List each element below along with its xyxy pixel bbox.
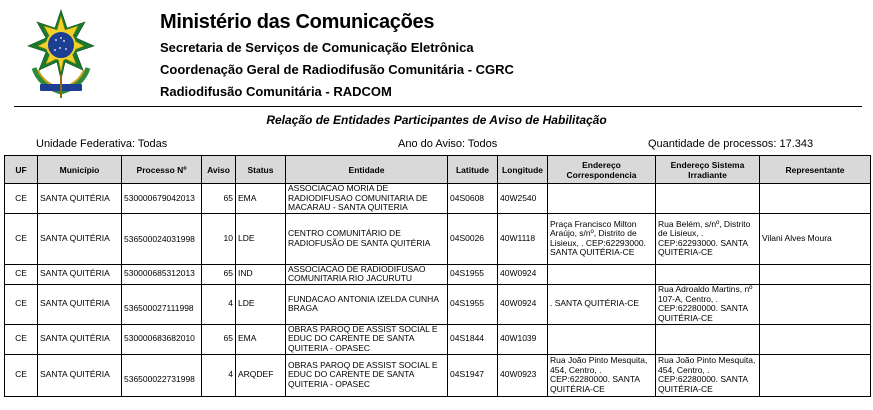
cell-uf: CE	[5, 264, 38, 284]
col-header-longitude: Longitude	[498, 156, 548, 184]
cell-processo: 536500027111998	[122, 284, 202, 324]
brazil-coat-of-arms-icon	[20, 8, 102, 100]
cell-municipio: SANTA QUITÉRIA	[38, 324, 122, 354]
cell-entidade: ASSOCIACAO MORIA DE RADIODIFUSAO COMUNITARIA DE MACARAU - SANTA QUITERIA	[286, 184, 448, 214]
cell-end-correspondencia	[548, 184, 656, 214]
cell-uf: CE	[5, 324, 38, 354]
col-header-end-irradiante: Endereço Sistema Irradiante	[656, 156, 760, 184]
cell-representante	[760, 324, 871, 354]
cell-representante	[760, 184, 871, 214]
table-row	[5, 324, 871, 354]
cell-longitude: 40W0923	[498, 354, 548, 396]
table-row	[5, 213, 871, 264]
cell-municipio: SANTA QUITÉRIA	[38, 284, 122, 324]
col-header-uf: UF	[5, 156, 38, 184]
cell-latitude: 04S0608	[448, 184, 498, 214]
cell-entidade: ASSOCIACAO DE RADIODIFUSAO COMUNITARIA RIO JACURUTU	[286, 264, 448, 284]
cell-municipio: SANTA QUITÉRIA	[38, 354, 122, 396]
cell-aviso: 10	[202, 213, 236, 264]
year-filter: Ano do Aviso: Todos	[398, 138, 498, 150]
cell-latitude: 04S1844	[448, 324, 498, 354]
table-row	[5, 184, 871, 214]
col-header-processo: Processo Nº	[122, 156, 202, 184]
cell-processo: 530000685312013	[122, 264, 202, 284]
cell-end-correspondencia: . SANTA QUITÉRIA-CE	[548, 284, 656, 324]
cell-longitude: 40W2540	[498, 184, 548, 214]
cell-status: IND	[236, 264, 286, 284]
cell-municipio: SANTA QUITÉRIA	[38, 213, 122, 264]
secretariat-title: Secretaria de Serviços de Comunicação Eletrônica	[160, 40, 474, 55]
cell-uf: CE	[5, 213, 38, 264]
table-row	[5, 284, 871, 324]
col-header-representante: Representante	[760, 156, 871, 184]
uf-filter: Unidade Federativa: Todas	[36, 138, 168, 150]
cell-uf: CE	[5, 354, 38, 396]
entities-table	[4, 155, 871, 397]
cell-end-correspondencia	[548, 324, 656, 354]
cell-end-irradiante	[656, 324, 760, 354]
cell-entidade: OBRAS PAROQ DE ASSIST SOCIAL E EDUC DO CARENTE DE SANTA QUITERIA - OPASEC	[286, 354, 448, 396]
cell-aviso: 65	[202, 264, 236, 284]
cell-entidade: FUNDACAO ANTONIA IZELDA CUNHA BRAGA	[286, 284, 448, 324]
program-title: Radiodifusão Comunitária - RADCOM	[160, 84, 392, 99]
cell-processo: 530000683682010	[122, 324, 202, 354]
cell-status: EMA	[236, 324, 286, 354]
cell-end-irradiante	[656, 184, 760, 214]
cell-status: LDE	[236, 213, 286, 264]
cell-municipio: SANTA QUITÉRIA	[38, 184, 122, 214]
cell-longitude: 40W0924	[498, 284, 548, 324]
cell-representante	[760, 264, 871, 284]
table-row	[5, 354, 871, 396]
cell-end-irradiante: Rua João Pinto Mesquita, 454, Centro, . CEP:62280000. SANTA QUITÉRIA-CE	[656, 354, 760, 396]
cell-aviso: 65	[202, 184, 236, 214]
cell-longitude: 40W0924	[498, 264, 548, 284]
cell-end-irradiante: Rua Adroaldo Martins, nº 107-A, Centro, . CEP:62280000. SANTA QUITÉRIA-CE	[656, 284, 760, 324]
cell-end-correspondencia: Rua João Pinto Mesquita, 454, Centro, . CEP:62280000. SANTA QUITÉRIA-CE	[548, 354, 656, 396]
cell-end-correspondencia: Praça Francisco Milton Araújo, s/nº, Distrito de Lisieux, . CEP:62293000. SANTA QUITÉRIA-CE	[548, 213, 656, 264]
cell-status: LDE	[236, 284, 286, 324]
coordination-title: Coordenação Geral de Radiodifusão Comunitária - CGRC	[160, 62, 514, 77]
header-divider	[14, 106, 862, 107]
cell-representante: Vilani Alves Moura	[760, 213, 871, 264]
col-header-aviso: Aviso	[202, 156, 236, 184]
cell-aviso: 65	[202, 324, 236, 354]
col-header-end-correspondencia: Endereço Correspondencia	[548, 156, 656, 184]
col-header-latitude: Latitude	[448, 156, 498, 184]
col-header-entidade: Entidade	[286, 156, 448, 184]
cell-status: ARQDEF	[236, 354, 286, 396]
cell-processo: 536500022731998	[122, 354, 202, 396]
cell-processo: 536500024031998	[122, 213, 202, 264]
cell-municipio: SANTA QUITÉRIA	[38, 264, 122, 284]
cell-latitude: 04S0026	[448, 213, 498, 264]
col-header-municipio: Município	[38, 156, 122, 184]
cell-aviso: 4	[202, 354, 236, 396]
cell-status: EMA	[236, 184, 286, 214]
cell-longitude: 40W1039	[498, 324, 548, 354]
cell-end-correspondencia	[548, 264, 656, 284]
cell-longitude: 40W1118	[498, 213, 548, 264]
cell-latitude: 04S1955	[448, 284, 498, 324]
report-header	[0, 0, 873, 108]
col-header-status: Status	[236, 156, 286, 184]
process-count: Quantidade de processos: 17.343	[648, 138, 814, 150]
cell-uf: CE	[5, 184, 38, 214]
cell-end-irradiante: Rua Belém, s/nº, Distrito de Lisieux, . CEP:62293000. SANTA QUITÉRIA-CE	[656, 213, 760, 264]
cell-uf: CE	[5, 284, 38, 324]
header-titles	[160, 10, 514, 100]
cell-aviso: 4	[202, 284, 236, 324]
cell-representante	[760, 284, 871, 324]
report-title: Relação de Entidades Participantes de Aviso de Habilitação	[266, 113, 607, 127]
cell-latitude: 04S1955	[448, 264, 498, 284]
cell-entidade: CENTRO COMUNITÁRIO DE RADIOFUSÃO DE SANTA QUITÉRIA	[286, 213, 448, 264]
cell-end-irradiante	[656, 264, 760, 284]
cell-processo: 530000679042013	[122, 184, 202, 214]
ministry-title: Ministério das Comunicações	[160, 11, 435, 33]
cell-representante	[760, 354, 871, 396]
table-header-row	[5, 156, 871, 184]
cell-entidade: OBRAS PAROQ DE ASSIST SOCIAL E EDUC DO CARENTE DE SANTA QUITERIA - OPASEC	[286, 324, 448, 354]
cell-latitude: 04S1947	[448, 354, 498, 396]
table-row	[5, 264, 871, 284]
